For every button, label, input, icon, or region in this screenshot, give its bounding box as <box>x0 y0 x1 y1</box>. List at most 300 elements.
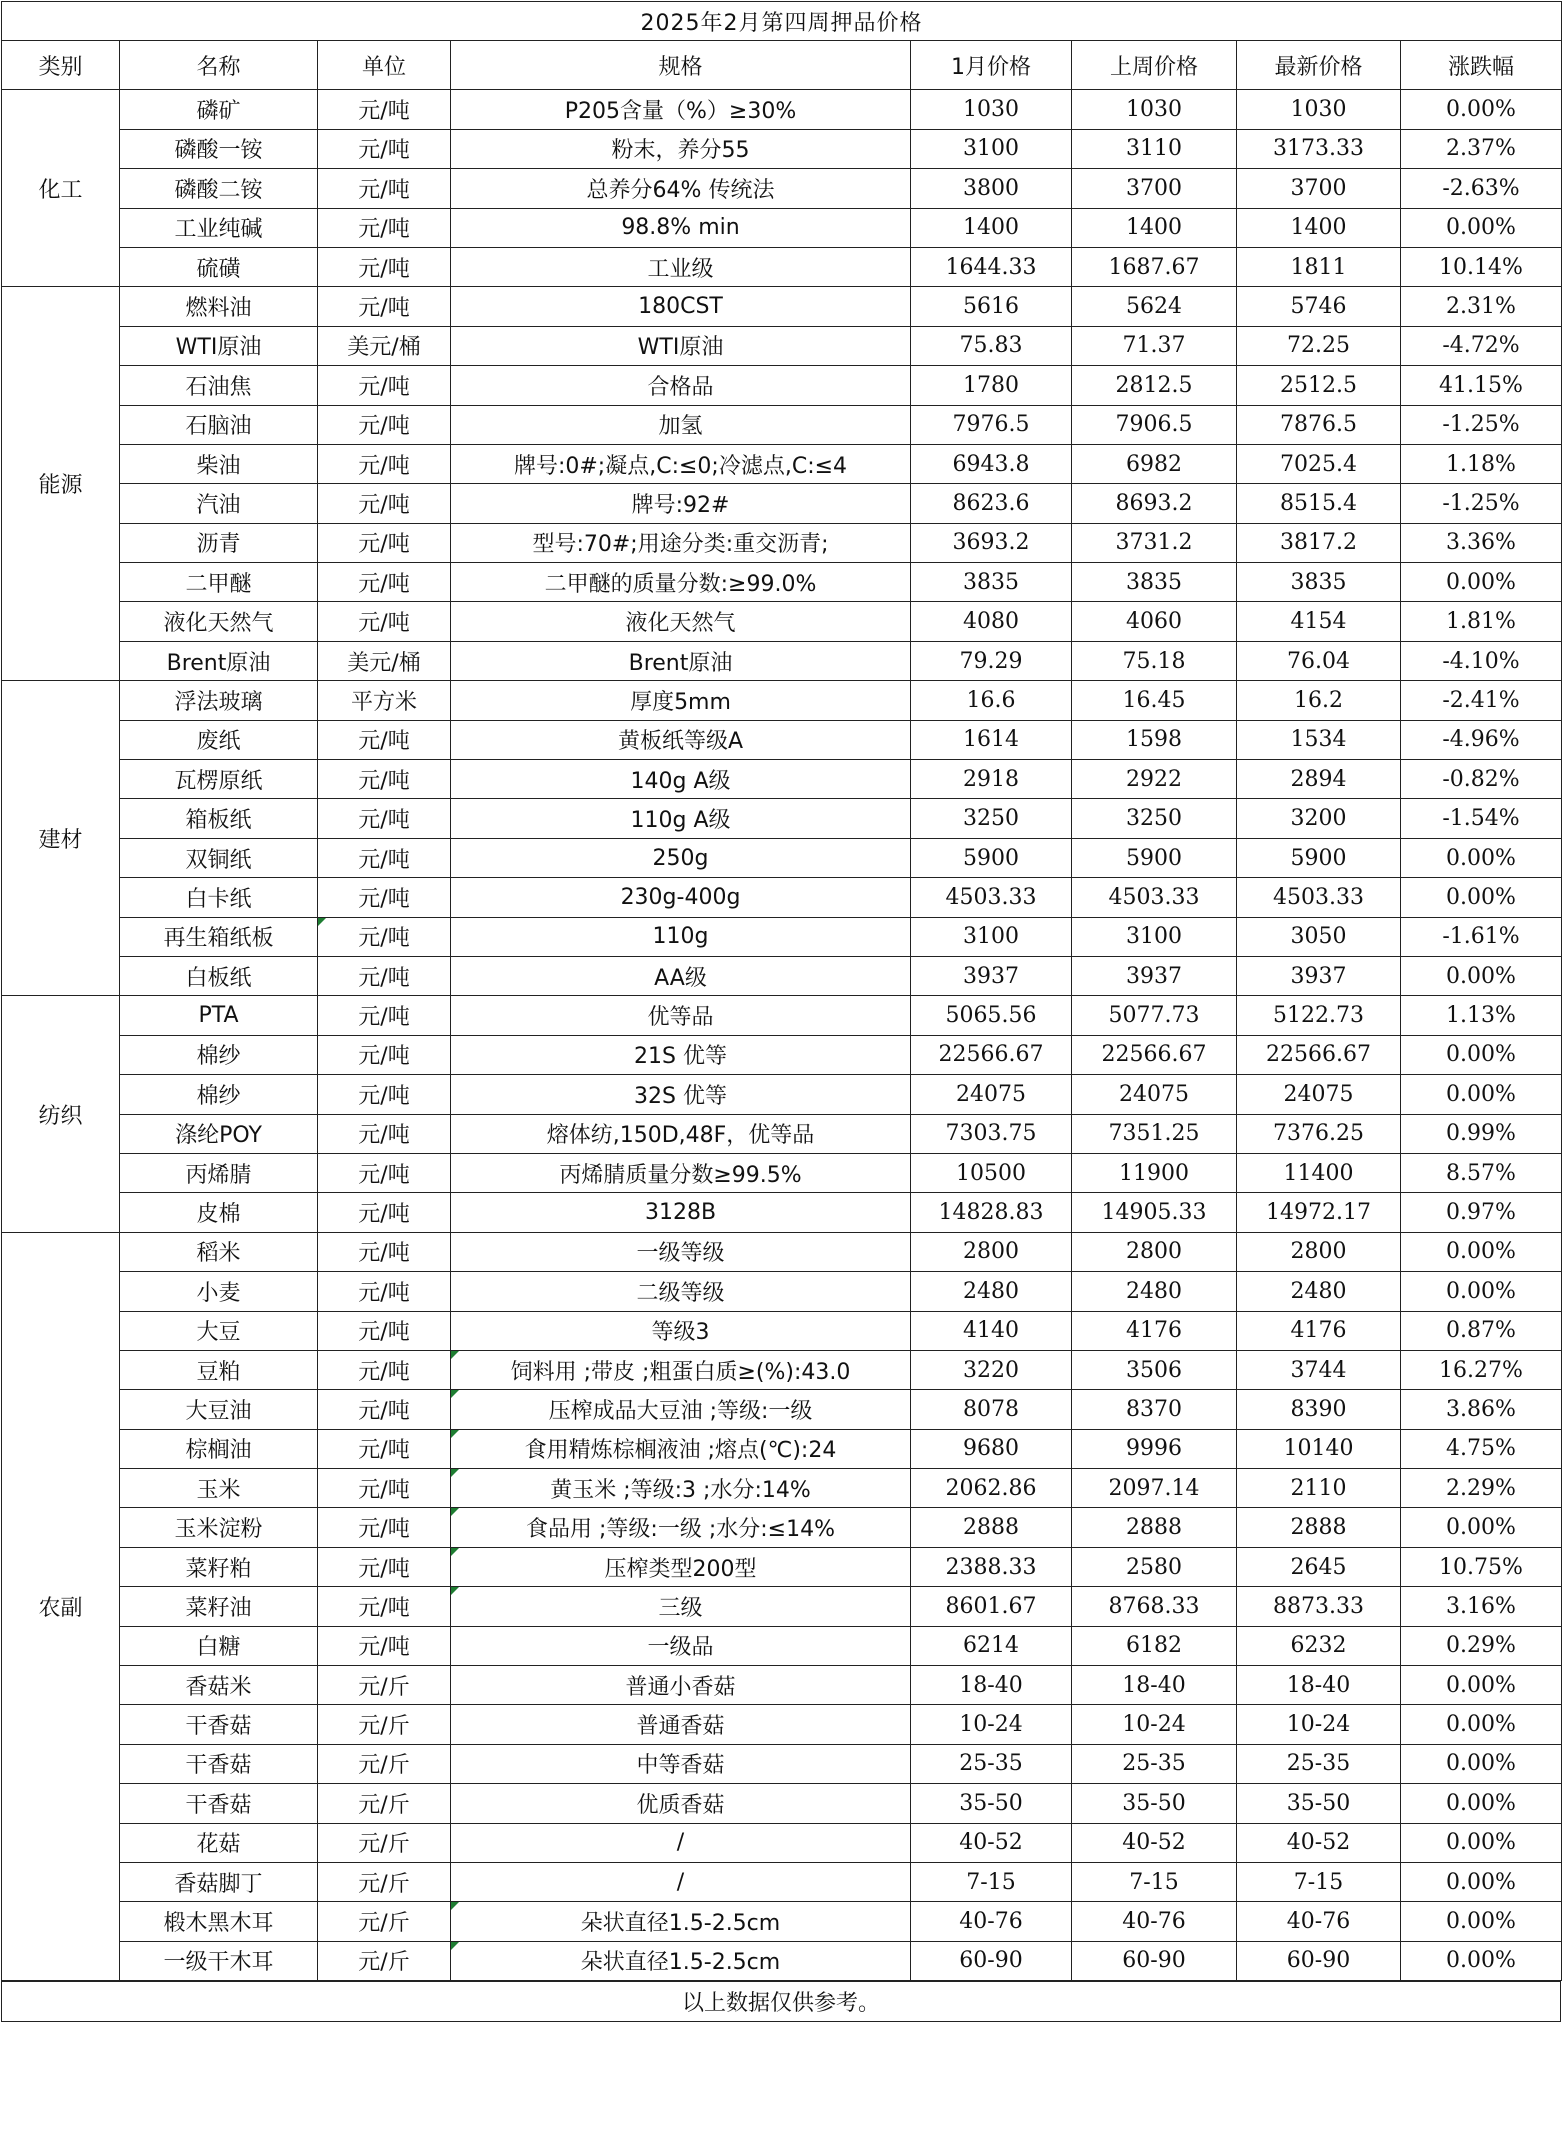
item-name-text: 玉米淀粉 <box>174 1517 263 1543</box>
last-week-price <box>1072 838 1237 877</box>
item-name-text: 磷酸一铵 <box>174 138 263 164</box>
item-spec-text: 加氢 <box>658 414 703 440</box>
item-spec <box>451 1035 911 1074</box>
last-week-price-text: 7906.5 <box>1115 412 1193 438</box>
jan-price-text: 6214 <box>963 1633 1019 1659</box>
item-name <box>120 247 318 286</box>
item-name-text: 菜籽粕 <box>185 1556 252 1582</box>
last-week-price-text: 3731.2 <box>1115 530 1193 556</box>
price-change <box>1401 1902 1562 1941</box>
price-change <box>1401 169 1562 208</box>
cell-comment-marker-icon <box>451 1390 459 1398</box>
latest-price-text: 24075 <box>1283 1081 1354 1107</box>
category-cell: 建材 <box>2 681 120 996</box>
price-change <box>1401 1941 1562 1980</box>
jan-price-text: 3937 <box>963 963 1019 989</box>
last-week-price-text: 1030 <box>1126 97 1182 123</box>
item-name <box>120 1823 318 1862</box>
latest-price-text: 5122.73 <box>1273 1003 1364 1029</box>
item-unit <box>318 1350 451 1389</box>
item-spec <box>451 1547 911 1586</box>
item-spec-text: 总养分64% 传统法 <box>586 177 775 203</box>
item-name <box>120 1666 318 1705</box>
jan-price <box>911 1114 1072 1153</box>
last-week-price <box>1072 169 1237 208</box>
item-name-text: 浮法玻璃 <box>174 689 263 715</box>
latest-price-text: 40-76 <box>1286 1909 1351 1935</box>
table-row <box>2 1666 1562 1705</box>
last-week-price <box>1072 760 1237 799</box>
item-name <box>120 169 318 208</box>
column-header-jan-price: 1月价格 <box>911 41 1072 90</box>
jan-price <box>911 1666 1072 1705</box>
item-spec-text: 压榨类型200型 <box>604 1556 757 1582</box>
table-row <box>2 247 1562 286</box>
jan-price-text: 75.83 <box>959 333 1023 359</box>
price-change <box>1401 1862 1562 1901</box>
price-change <box>1401 602 1562 641</box>
item-spec <box>451 1587 911 1626</box>
item-name-text: 大豆油 <box>185 1398 252 1424</box>
item-name <box>120 720 318 759</box>
jan-price-text: 14828.83 <box>938 1200 1044 1226</box>
jan-price <box>911 1232 1072 1271</box>
latest-price-text: 40-52 <box>1286 1830 1351 1856</box>
item-unit <box>318 1626 451 1665</box>
item-unit <box>318 1469 451 1508</box>
table-row <box>2 1705 1562 1744</box>
item-spec <box>451 1272 911 1311</box>
item-spec <box>451 563 911 602</box>
item-unit-text: 元/吨 <box>358 1398 410 1424</box>
latest-price <box>1237 681 1401 720</box>
item-name <box>120 1508 318 1547</box>
last-week-price <box>1072 1193 1237 1232</box>
jan-price-text: 1030 <box>963 97 1019 123</box>
price-change <box>1401 247 1562 286</box>
item-spec <box>451 956 911 995</box>
price-change <box>1401 681 1562 720</box>
latest-price-text: 2888 <box>1290 1515 1347 1541</box>
jan-price-text: 24075 <box>956 1081 1026 1107</box>
jan-price <box>911 1705 1072 1744</box>
jan-price-text: 1614 <box>963 727 1019 753</box>
item-name-text: 大豆 <box>196 1320 241 1346</box>
latest-price-text: 5900 <box>1290 845 1347 871</box>
column-header-name: 名称 <box>120 41 318 90</box>
price-change-text: 3.36% <box>1446 530 1516 556</box>
jan-price-text: 5065.56 <box>945 1003 1037 1029</box>
jan-price-text: 16.6 <box>966 687 1016 713</box>
latest-price <box>1237 1193 1401 1232</box>
last-week-price <box>1072 129 1237 168</box>
latest-price <box>1237 641 1401 680</box>
last-week-price <box>1072 1350 1237 1389</box>
price-change <box>1401 405 1562 444</box>
item-name-text: 花菇 <box>196 1832 241 1858</box>
last-week-price <box>1072 366 1237 405</box>
price-change-text: 0.00% <box>1446 1712 1516 1738</box>
last-week-price <box>1072 90 1237 129</box>
item-name <box>120 405 318 444</box>
item-name <box>120 760 318 799</box>
item-spec-text: 三级 <box>658 1595 703 1621</box>
item-unit <box>318 1666 451 1705</box>
jan-price <box>911 838 1072 877</box>
latest-price <box>1237 129 1401 168</box>
item-unit <box>318 1232 451 1271</box>
item-name <box>120 366 318 405</box>
item-name-text: 小麦 <box>196 1280 241 1306</box>
jan-price-text: 3835 <box>963 569 1019 595</box>
item-spec-text: 牌号:0#;凝点,C:≤0;冷滤点,C:≤4 <box>513 453 848 479</box>
jan-price-text: 3100 <box>963 924 1019 950</box>
item-spec-text: 粉末，养分55 <box>611 138 750 164</box>
table-row <box>2 681 1562 720</box>
last-week-price-text: 71.37 <box>1122 333 1186 359</box>
last-week-price <box>1072 878 1237 917</box>
price-change-text: 0.00% <box>1446 1278 1516 1304</box>
item-name-text: PTA <box>198 1003 239 1029</box>
last-week-price-text: 35-50 <box>1122 1790 1186 1816</box>
last-week-price-text: 16.45 <box>1122 687 1186 713</box>
price-change-text: -2.41% <box>1442 687 1520 713</box>
item-name-text: 石脑油 <box>185 414 252 440</box>
latest-price <box>1237 602 1401 641</box>
last-week-price-text: 24075 <box>1119 1081 1189 1107</box>
price-change-text: -1.25% <box>1442 490 1520 516</box>
item-spec-text: 优质香菇 <box>636 1792 725 1818</box>
latest-price-text: 7876.5 <box>1280 412 1357 438</box>
item-unit <box>318 681 451 720</box>
last-week-price <box>1072 799 1237 838</box>
cell-comment-marker-icon <box>451 1351 459 1359</box>
item-spec-text: P205含量（%）≥30% <box>564 99 797 125</box>
jan-price <box>911 760 1072 799</box>
item-name-text: 柴油 <box>196 453 241 479</box>
latest-price-text: 7-15 <box>1293 1869 1344 1895</box>
item-spec-text: 朵状直径1.5-2.5cm <box>580 1911 781 1937</box>
latest-price-text: 16.2 <box>1294 687 1343 713</box>
item-spec-text: 98.8% min <box>621 215 740 241</box>
jan-price <box>911 405 1072 444</box>
item-spec <box>451 1784 911 1823</box>
item-unit-text: 元/吨 <box>358 1083 410 1109</box>
item-name-text: 稻米 <box>196 1241 241 1267</box>
latest-price <box>1237 1823 1401 1862</box>
table-row <box>2 1587 1562 1626</box>
item-name-text: 工业纯碱 <box>174 217 263 243</box>
item-spec <box>451 1666 911 1705</box>
item-name-text: 玉米 <box>196 1477 241 1503</box>
item-name-text: 香菇脚丁 <box>174 1871 263 1897</box>
jan-price <box>911 563 1072 602</box>
latest-price-text: 1030 <box>1290 97 1347 123</box>
item-unit <box>318 1075 451 1114</box>
latest-price <box>1237 1272 1401 1311</box>
latest-price <box>1237 917 1401 956</box>
last-week-price-text: 7351.25 <box>1108 1121 1200 1147</box>
item-spec-text: 一级品 <box>647 1635 714 1661</box>
item-name <box>120 602 318 641</box>
jan-price-text: 5616 <box>963 294 1019 320</box>
item-spec-text: 牌号:92# <box>631 492 730 518</box>
item-name <box>120 1153 318 1192</box>
item-spec <box>451 1390 911 1429</box>
item-name-text: 一级干木耳 <box>163 1950 274 1976</box>
last-week-price <box>1072 720 1237 759</box>
item-spec-text: 液化天然气 <box>625 611 736 637</box>
item-unit <box>318 1429 451 1468</box>
latest-price-text: 2512.5 <box>1280 372 1357 398</box>
item-spec <box>451 366 911 405</box>
table-row <box>2 208 1562 247</box>
item-spec <box>451 1744 911 1783</box>
latest-price <box>1237 1666 1401 1705</box>
item-unit-text: 元/吨 <box>358 1280 410 1306</box>
latest-price <box>1237 1705 1401 1744</box>
item-spec-text: 黄玉米 ;等级:3 ;水分:14% <box>550 1477 811 1503</box>
price-change <box>1401 563 1562 602</box>
latest-price-text: 22566.67 <box>1266 1042 1371 1068</box>
item-name <box>120 1784 318 1823</box>
item-unit <box>318 720 451 759</box>
item-unit-text: 元/吨 <box>358 1241 410 1267</box>
table-row <box>2 523 1562 562</box>
item-unit-text: 元/吨 <box>358 492 410 518</box>
price-change-text: -1.25% <box>1442 412 1520 438</box>
price-change-text: -4.96% <box>1442 727 1520 753</box>
last-week-price-text: 3250 <box>1126 806 1182 832</box>
item-spec <box>451 523 911 562</box>
price-change <box>1401 523 1562 562</box>
item-spec-text: Brent原油 <box>628 650 733 676</box>
last-week-price <box>1072 1153 1237 1192</box>
last-week-price-text: 9996 <box>1126 1436 1182 1462</box>
item-unit-text: 元/吨 <box>358 532 410 558</box>
jan-price <box>911 1075 1072 1114</box>
item-name <box>120 1941 318 1980</box>
item-unit <box>318 1784 451 1823</box>
jan-price <box>911 1902 1072 1941</box>
latest-price-text: 35-50 <box>1286 1790 1351 1816</box>
table-row <box>2 129 1562 168</box>
last-week-price <box>1072 1784 1237 1823</box>
table-row <box>2 287 1562 326</box>
price-change-text: 0.99% <box>1446 1121 1516 1147</box>
price-change <box>1401 1705 1562 1744</box>
latest-price-text: 10140 <box>1283 1436 1354 1462</box>
jan-price <box>911 366 1072 405</box>
last-week-price <box>1072 1429 1237 1468</box>
latest-price-text: 3817.2 <box>1280 530 1357 556</box>
jan-price-text: 60-90 <box>959 1948 1023 1974</box>
price-change <box>1401 996 1562 1035</box>
jan-price-text: 2388.33 <box>945 1554 1037 1580</box>
price-change-text: 10.75% <box>1439 1554 1523 1580</box>
column-header-last-week-price: 上周价格 <box>1072 41 1237 90</box>
latest-price-text: 14972.17 <box>1266 1200 1371 1226</box>
header-row <box>2 41 1562 90</box>
item-unit-text: 元/吨 <box>358 1635 410 1661</box>
jan-price <box>911 523 1072 562</box>
jan-price <box>911 1429 1072 1468</box>
price-change <box>1401 1744 1562 1783</box>
price-change <box>1401 1823 1562 1862</box>
item-name <box>120 1862 318 1901</box>
item-name <box>120 1626 318 1665</box>
latest-price-text: 4503.33 <box>1273 884 1364 910</box>
item-name <box>120 799 318 838</box>
latest-price <box>1237 484 1401 523</box>
item-spec-text: 等级3 <box>651 1320 710 1346</box>
last-week-price <box>1072 996 1237 1035</box>
item-name <box>120 878 318 917</box>
last-week-price <box>1072 1311 1237 1350</box>
last-week-price-text: 75.18 <box>1122 648 1186 674</box>
table-row <box>2 1272 1562 1311</box>
table-row <box>2 90 1562 129</box>
latest-price <box>1237 1587 1401 1626</box>
item-name <box>120 287 318 326</box>
item-spec <box>451 326 911 365</box>
table-row <box>2 878 1562 917</box>
last-week-price-text: 18-40 <box>1122 1672 1186 1698</box>
price-change <box>1401 1587 1562 1626</box>
price-change <box>1401 484 1562 523</box>
price-change-text: 0.00% <box>1446 569 1516 595</box>
item-spec-text: 230g-400g <box>620 884 741 910</box>
jan-price-text: 8078 <box>963 1396 1019 1422</box>
item-unit <box>318 1941 451 1980</box>
price-change-text: 0.29% <box>1446 1633 1516 1659</box>
cell-comment-marker-icon <box>451 1587 459 1595</box>
item-name-text: 沥青 <box>196 532 241 558</box>
last-week-price-text: 5900 <box>1126 845 1182 871</box>
jan-price-text: 8623.6 <box>952 490 1030 516</box>
jan-price-text: 3100 <box>963 136 1019 162</box>
latest-price-text: 7376.25 <box>1273 1121 1364 1147</box>
last-week-price <box>1072 247 1237 286</box>
item-unit <box>318 169 451 208</box>
item-name <box>120 90 318 129</box>
item-spec-text: 食用精炼棕榈液油 ;熔点(℃):24 <box>524 1438 837 1464</box>
jan-price-text: 2480 <box>963 1278 1019 1304</box>
item-unit-text: 元/吨 <box>358 1005 410 1031</box>
item-unit <box>318 287 451 326</box>
latest-price <box>1237 1114 1401 1153</box>
item-name-text: 燃料油 <box>185 296 252 322</box>
last-week-price <box>1072 405 1237 444</box>
price-change <box>1401 878 1562 917</box>
last-week-price <box>1072 1114 1237 1153</box>
price-change <box>1401 366 1562 405</box>
last-week-price-text: 8768.33 <box>1108 1593 1200 1619</box>
item-unit-text: 元/吨 <box>358 217 410 243</box>
last-week-price <box>1072 444 1237 483</box>
item-unit-text: 元/吨 <box>358 99 410 125</box>
price-change-text: 0.00% <box>1446 1515 1516 1541</box>
price-change <box>1401 799 1562 838</box>
last-week-price-text: 1400 <box>1126 215 1182 241</box>
last-week-price-text: 6982 <box>1126 451 1182 477</box>
last-week-price <box>1072 1035 1237 1074</box>
item-spec-text: 二甲醚的质量分数:≥99.0% <box>544 571 817 597</box>
item-name-text: 二甲醚 <box>185 571 252 597</box>
latest-price-text: 11400 <box>1283 1160 1354 1186</box>
table-row <box>2 602 1562 641</box>
jan-price <box>911 90 1072 129</box>
item-name <box>120 208 318 247</box>
jan-price-text: 10-24 <box>959 1712 1023 1738</box>
item-unit-text: 元/吨 <box>358 1477 410 1503</box>
latest-price-text: 25-35 <box>1286 1751 1351 1777</box>
item-spec-text: 饲料用 ;带皮 ;粗蛋白质≥(%):43.0 <box>510 1359 851 1385</box>
price-change <box>1401 1075 1562 1114</box>
last-week-price-text: 3100 <box>1126 924 1182 950</box>
item-unit-text: 元/吨 <box>358 1044 410 1070</box>
item-spec-text: 食品用 ;等级:一级 ;水分:≤14% <box>526 1517 835 1543</box>
item-name-text: 瓦楞原纸 <box>174 768 263 794</box>
item-unit-text: 元/吨 <box>358 886 410 912</box>
price-change-text: 0.00% <box>1446 97 1516 123</box>
item-name <box>120 563 318 602</box>
jan-price-text: 7303.75 <box>945 1121 1037 1147</box>
item-unit-text: 美元/桶 <box>347 335 421 361</box>
item-unit-text: 元/吨 <box>358 1320 410 1346</box>
item-spec-text: 250g <box>652 845 709 871</box>
table-row <box>2 1075 1562 1114</box>
item-spec <box>451 247 911 286</box>
table-row <box>2 760 1562 799</box>
latest-price <box>1237 208 1401 247</box>
last-week-price-text: 4503.33 <box>1108 884 1200 910</box>
price-change <box>1401 1508 1562 1547</box>
item-spec <box>451 760 911 799</box>
last-week-price <box>1072 1587 1237 1626</box>
jan-price <box>911 602 1072 641</box>
latest-price <box>1237 1902 1401 1941</box>
item-name-text: 硫磺 <box>196 256 241 282</box>
item-name <box>120 1193 318 1232</box>
item-name-text: 汽油 <box>196 492 241 518</box>
item-unit <box>318 799 451 838</box>
item-name <box>120 917 318 956</box>
item-spec-text: 厚度5mm <box>630 689 731 715</box>
latest-price <box>1237 1862 1401 1901</box>
item-unit-text: 元/吨 <box>358 1359 410 1385</box>
item-unit <box>318 996 451 1035</box>
item-unit-text: 元/斤 <box>358 1753 410 1779</box>
jan-price-text: 2800 <box>963 1239 1019 1265</box>
latest-price-text: 2480 <box>1290 1278 1347 1304</box>
item-spec <box>451 444 911 483</box>
table-row <box>2 326 1562 365</box>
item-unit <box>318 1272 451 1311</box>
item-unit <box>318 917 451 956</box>
item-name <box>120 1547 318 1586</box>
item-spec-text: / <box>676 1869 685 1895</box>
table-row <box>2 1626 1562 1665</box>
item-unit <box>318 405 451 444</box>
last-week-price-text: 2812.5 <box>1115 372 1193 398</box>
item-unit <box>318 1153 451 1192</box>
jan-price-text: 1780 <box>963 372 1019 398</box>
item-spec-text: 普通小香菇 <box>625 1674 736 1700</box>
price-change <box>1401 287 1562 326</box>
item-unit-text: 元/斤 <box>358 1871 410 1897</box>
item-name <box>120 681 318 720</box>
